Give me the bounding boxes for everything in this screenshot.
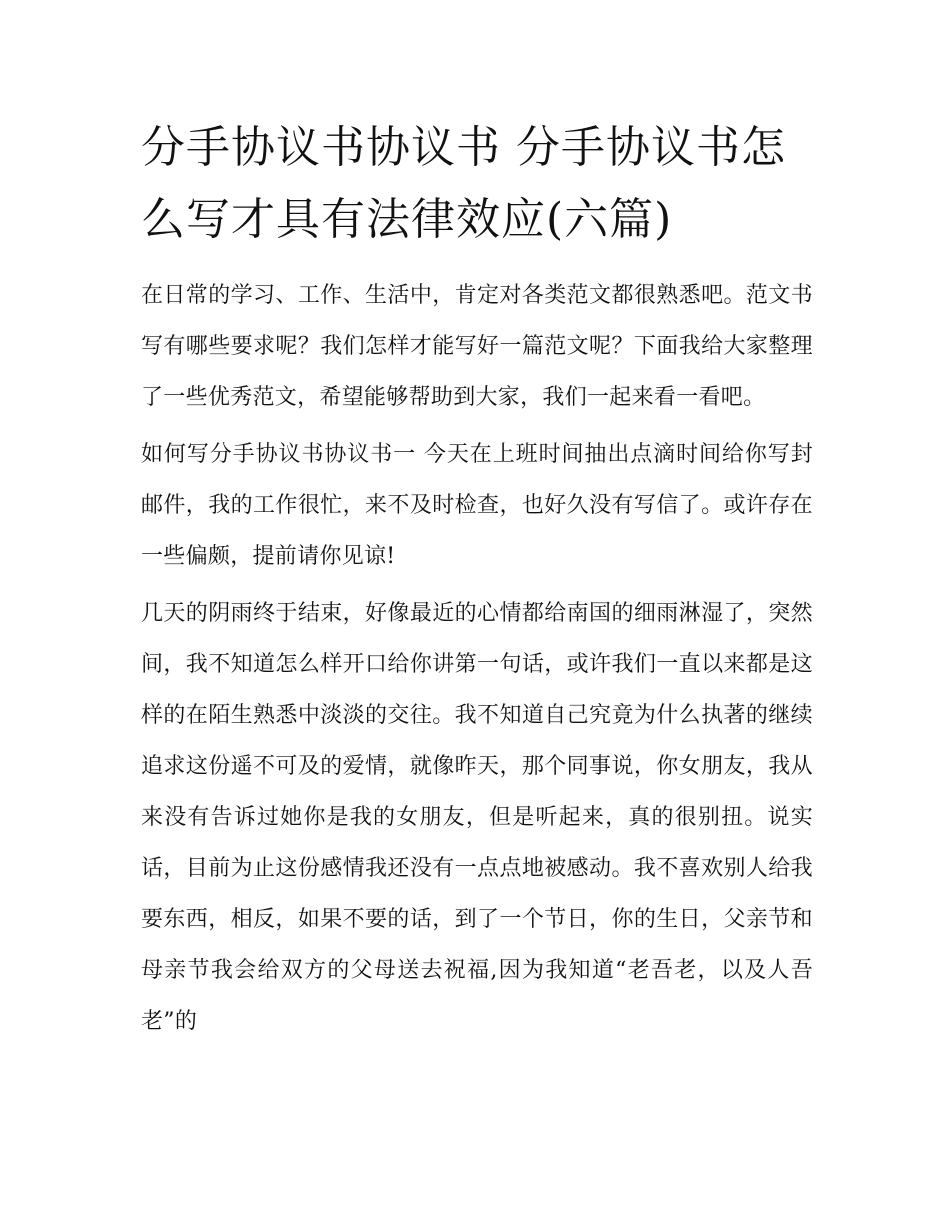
document-page [141, 112, 813, 1047]
document-title: 分手协议书协议书 分手协议书怎么写才具有法律效应(六篇) [141, 122, 786, 245]
paragraph-intro: 在日常的学习、工作、生活中，肯定对各类范文都很熟悉吧。范文书写有哪些要求呢？我们怎样才能写好一篇范文呢？下面我给大家整理了一些优秀范文，希望能够帮助到大家，我们一起来看一看吧。 [141, 283, 813, 410]
paragraph-letter-opening: 如何写分手协议书协议书一 今天在上班时间抽出点滴时间给你写封邮件，我的工作很忙，来不及时检查，也好久没有写信了。或许存在一些偏颇，提前请你见谅! [141, 442, 813, 569]
paragraph-letter-body: 几天的阴雨终于结束，好像最近的心情都给南国的细雨淋湿了，突然间，我不知道怎么样开口给你讲第一句话，或许我们一直以来都是这样的在陌生熟悉中淡淡的交往。我不知道自己究竟为什么执著的继续追求这份遥不可及的爱情，就像昨天，那个同事说，你女朋友，我从来没有告诉过她你是我的女朋友，但是听起来，真的很别扭。说实话，目前为止这份感情我还没有一点点地被感动。我不喜欢别人给我要东西，相反，如果不要的话，到了一个节日，你的生日，父亲节和母亲节我会给双方的父母送去祝福,因为我知道“老吾老，以及人吾老”的 [141, 601, 813, 1034]
